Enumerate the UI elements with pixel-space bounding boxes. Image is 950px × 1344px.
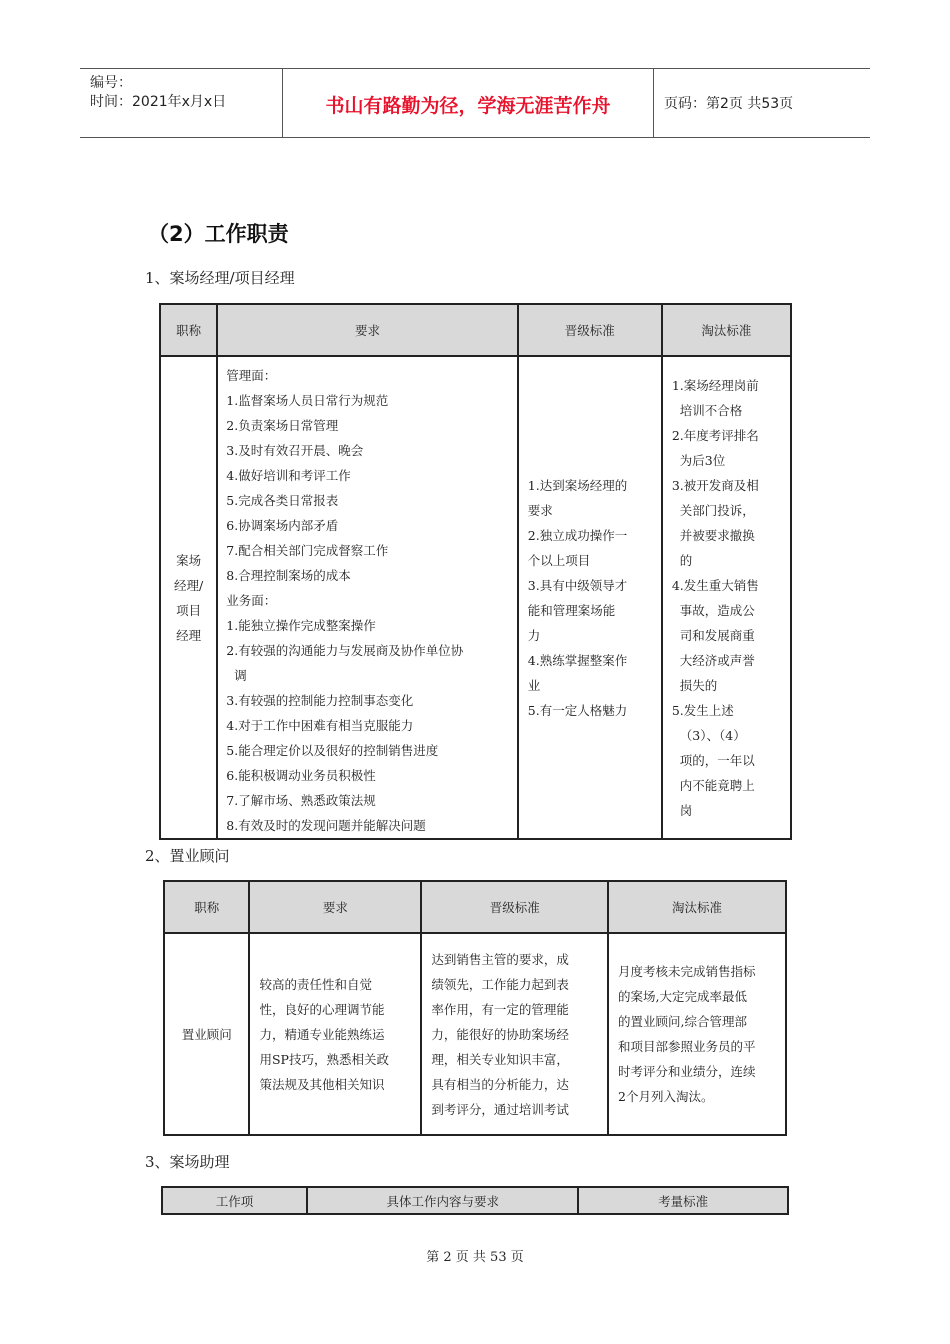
requirement-line: 7.配合相关部门完成督察工作 — [226, 543, 389, 558]
requirement-line: 5.能合理定价以及很好的控制销售进度 — [226, 743, 439, 758]
table-row — [160, 356, 791, 839]
requirement-line: 力，精通专业能熟练运 — [259, 1026, 385, 1042]
requirement-line: 8.有效及时的发现问题并能解决问题 — [226, 818, 426, 833]
elimination-line: 2个月列入淘汰。 — [618, 1089, 714, 1104]
header-motto-cell — [283, 69, 654, 137]
elimination-line: （3）、（4） — [671, 727, 746, 743]
elimination-line: 5.发生上述 — [671, 702, 734, 718]
elimination-line: 司和发展商重 — [671, 627, 755, 643]
promotion-line: 1.达到案场经理的 — [527, 477, 628, 493]
elimination-line: 的 — [671, 552, 693, 568]
table-sales-consultant — [163, 880, 787, 1136]
promotion-line: 率作用，有一定的管理能 — [431, 1001, 569, 1017]
elimination-line: 关部门投诉， — [671, 502, 755, 518]
page-number-label: 页码：第2页 共53页 — [664, 96, 794, 112]
promotion-line: 要求 — [527, 502, 553, 518]
promotion-line: 绩领先，工作能力起到表 — [431, 976, 569, 992]
col-header-elimination: 淘汰标准 — [662, 304, 791, 356]
promotion-line: 理，相关专业知识丰富， — [431, 1051, 569, 1067]
col-header-requirements: 要求 — [249, 881, 421, 933]
requirement-line: 4.做好培训和考评工作 — [226, 468, 351, 483]
table-case-manager — [159, 303, 792, 840]
motto-text: 书山有路勤为径，学海无涯苦作舟 — [325, 95, 611, 117]
requirement-line: 调 — [226, 668, 247, 683]
section-title: （2）工作职责 — [148, 222, 289, 246]
col-header-requirements: 要求 — [217, 304, 518, 356]
time-label: 时间：2021年x月x日 — [90, 94, 227, 110]
header-page-cell — [654, 69, 870, 137]
elimination-line: 并被要求撤换 — [671, 527, 755, 543]
elimination-line: 大经济或声誉 — [671, 652, 755, 668]
promotion-line: 个以上项目 — [527, 552, 591, 568]
requirement-line: 1.监督案场人员日常行为规范 — [226, 393, 389, 408]
promotion-line: 5.有一定人格魅力 — [527, 702, 628, 718]
promotion-cell — [518, 356, 662, 839]
elimination-line: 3.被开发商及相 — [671, 477, 759, 493]
requirement-line: 6.协调案场内部矛盾 — [226, 518, 339, 533]
title-cell — [160, 356, 217, 839]
requirement-line: 3.有较强的控制能力控制事态变化 — [226, 693, 414, 708]
elimination-cell — [662, 356, 791, 839]
elimination-line: 事故，造成公 — [671, 602, 755, 618]
requirement-line: 8.合理控制案场的成本 — [226, 568, 351, 583]
elimination-line: 的置业顾问,综合管理部 — [618, 1014, 747, 1029]
promotion-line: 2.独立成功操作一 — [527, 527, 628, 543]
elimination-line: 损失的 — [671, 677, 718, 693]
elimination-line: 岗 — [671, 802, 693, 818]
elimination-line: 内不能竟聘上 — [671, 777, 755, 793]
elimination-line: 项的，一年以 — [671, 752, 755, 768]
elimination-cell — [608, 933, 786, 1135]
requirement-line: 7.了解市场、熟悉政策法规 — [226, 793, 376, 808]
subsection-title-2: 2、置业顾问 — [145, 847, 230, 865]
col-header-title: 职称 — [160, 304, 217, 356]
requirements-cell — [249, 933, 421, 1135]
requirement-line: 性，良好的心理调节能 — [259, 1001, 385, 1017]
elimination-line: 为后3位 — [671, 452, 726, 468]
requirement-line: 4.对于工作中困难有相当克服能力 — [226, 718, 414, 733]
col-header-criteria: 考量标准 — [578, 1187, 788, 1214]
col-header-promotion: 晋级标准 — [518, 304, 662, 356]
elimination-line: 4.发生重大销售 — [671, 577, 759, 593]
requirement-line: 6.能积极调动业务员积极性 — [226, 768, 376, 783]
elimination-line: 培训不合格 — [671, 402, 743, 418]
title-line: 案场 — [176, 552, 202, 568]
elimination-line: 2.年度考评排名 — [671, 427, 759, 443]
promotion-line: 4.熟练掌握整案作 — [527, 652, 628, 668]
promotion-line: 能和管理案场能 — [527, 602, 616, 618]
table-row — [164, 933, 786, 1135]
table-header-row — [162, 1187, 788, 1214]
requirements-cell — [217, 356, 518, 839]
table-case-assistant — [161, 1186, 789, 1215]
title-line: 经理 — [176, 627, 202, 643]
elimination-line: 和项目部参照业务员的平 — [618, 1039, 756, 1054]
promotion-cell — [421, 933, 608, 1135]
requirement-line: 5.完成各类日常报表 — [226, 493, 339, 508]
requirement-line: 策法规及其他相关知识 — [259, 1076, 385, 1092]
col-header-promotion: 晋级标准 — [421, 881, 608, 933]
promotion-line: 3.具有中级领导才 — [527, 577, 628, 593]
promotion-line: 具有相当的分析能力，达 — [431, 1076, 569, 1092]
requirement-line: 用SP技巧，熟悉相关政 — [259, 1051, 389, 1067]
table-header-row — [160, 304, 791, 356]
number-label: 编号： — [90, 75, 132, 91]
subsection-title-3: 3、案场助理 — [145, 1153, 230, 1171]
promotion-line: 力 — [527, 627, 541, 643]
promotion-line: 业 — [527, 677, 541, 693]
col-header-elimination: 淘汰标准 — [608, 881, 786, 933]
requirement-line: 3.及时有效召开晨、晚会 — [226, 443, 364, 458]
table-header-row — [164, 881, 786, 933]
requirement-line: 2.负责案场日常管理 — [226, 418, 339, 433]
subsection-title-1: 1、案场经理/项目经理 — [145, 269, 295, 287]
requirement-line: 管理面： — [226, 368, 277, 383]
promotion-line: 达到销售主管的要求，成 — [431, 951, 569, 967]
col-header-title: 职称 — [164, 881, 249, 933]
elimination-line: 1.案场经理岗前 — [671, 377, 759, 393]
elimination-line: 的案场,大定完成率最低 — [618, 989, 747, 1004]
promotion-line: 到考评分，通过培训考试 — [431, 1101, 569, 1117]
col-header-work-item: 工作项 — [162, 1187, 307, 1214]
page-header — [80, 68, 870, 138]
title-line: 项目 — [176, 602, 202, 618]
title-line: 经理/ — [174, 577, 204, 593]
header-meta-cell — [80, 69, 283, 137]
requirement-line: 2.有较强的沟通能力与发展商及协作单位协 — [226, 643, 464, 658]
title-cell: 置业顾问 — [164, 933, 249, 1135]
requirement-line: 1.能独立操作完成整案操作 — [226, 618, 376, 633]
requirement-line: 业务面： — [226, 593, 277, 608]
promotion-line: 力，能很好的协助案场经 — [431, 1026, 569, 1042]
elimination-line: 月度考核未完成销售指标 — [618, 964, 756, 979]
requirement-line: 较高的责任性和自觉 — [259, 976, 372, 992]
col-header-content: 具体工作内容与要求 — [307, 1187, 578, 1214]
page-footer: 第 2 页 共 53 页 — [426, 1250, 524, 1265]
elimination-line: 时考评分和业绩分，连续 — [618, 1064, 756, 1079]
